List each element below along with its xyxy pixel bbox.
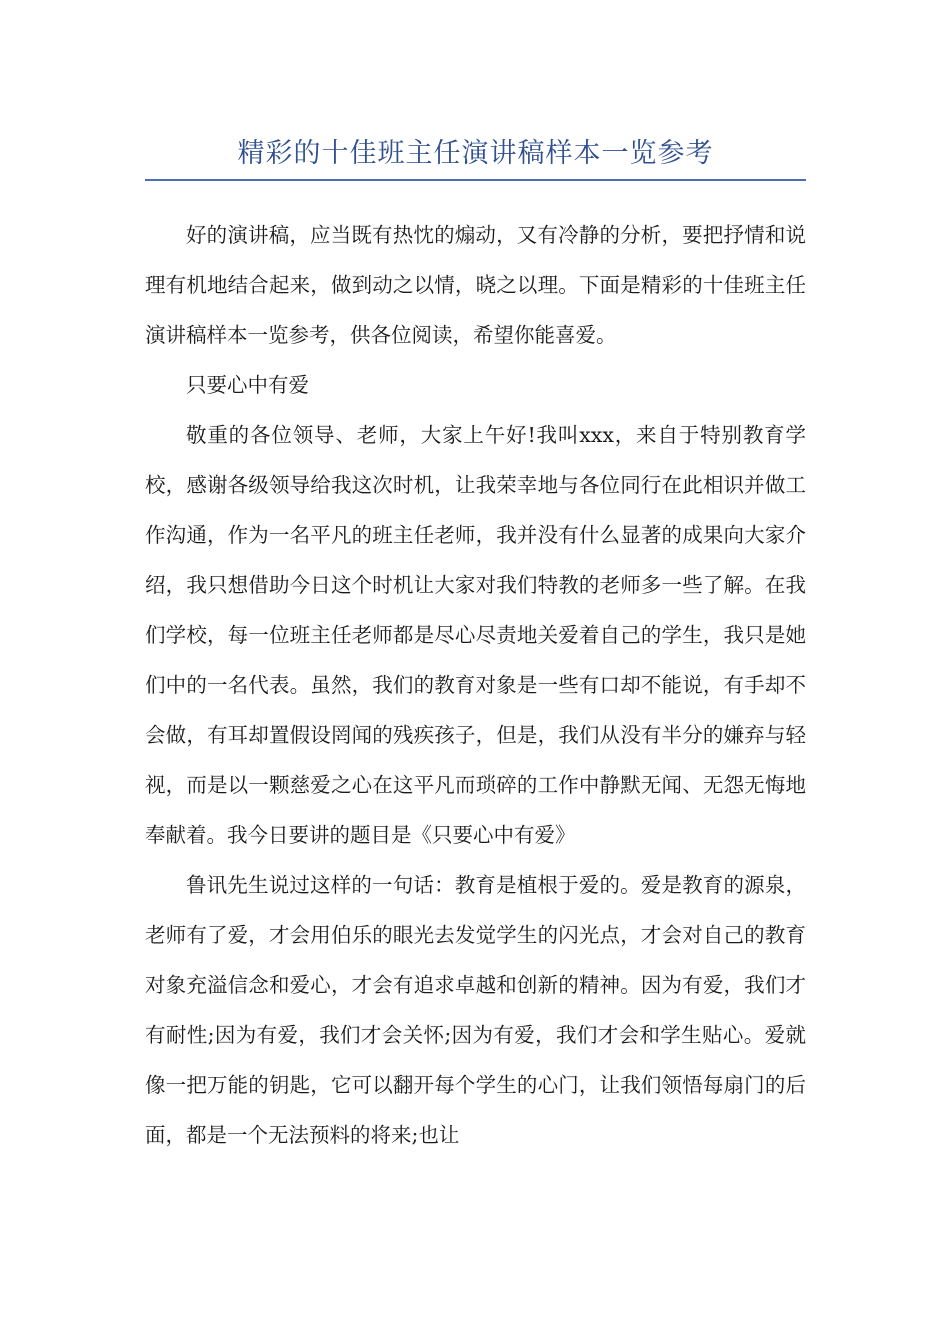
- intro-paragraph: 好的演讲稿，应当既有热忱的煽动，又有冷静的分析，要把抒情和说理有机地结合起来，做到动之以情，晓之以理。下面是精彩的十佳班主任演讲稿样本一览参考，供各位阅读，希望你能喜爱。: [145, 223, 806, 347]
- speech-paragraph-1: 敬重的各位领导、老师，大家上午好!我叫xxx，来自于特别教育学校，感谢各级领导给我这次时机，让我荣幸地与各位同行在此相识并做工作沟通，作为一名平凡的班主任老师，我并没有什么显著的成果向大家介绍，我只想借助今日这个时机让大家对我们特教的老师多一些了解。在我们学校，每一位班主任老师都是尽心尽责地关爱着自己的学生，我只是她们中的一名代表。虽然，我们的教育对象是一些有口却不能说，有手却不会做，有耳却置假设罔闻的残疾孩子，但是，我们从没有半分的嫌弃与轻视，而是以一颗慈爱之心在这平凡而琐碎的工作中静默无闻、无怨无悔地奉献着。我今日要讲的题目是《只要心中有爱》: [145, 423, 806, 847]
- document-title: 精彩的十佳班主任演讲稿样本一览参考: [237, 138, 714, 169]
- speech-title-line: 只要心中有爱: [186, 373, 309, 397]
- speech-paragraph-2: 鲁讯先生说过这样的一句话：教育是植根于爱的。爱是教育的源泉，老师有了爱，才会用伯乐的眼光去发觉学生的闪光点，才会对自己的教育对象充溢信念和爱心，才会有追求卓越和创新的精神。因为有爱，我们才有耐性;因为有爱，我们才会关怀;因为有爱，我们才会和学生贴心。爱就像一把万能的钥匙，它可以翻开每个学生的心门，让我们领悟每扇门的后面，都是一个无法预料的将来;也让: [145, 873, 806, 1147]
- document-body: [145, 210, 806, 1160]
- title-underline: [145, 179, 806, 181]
